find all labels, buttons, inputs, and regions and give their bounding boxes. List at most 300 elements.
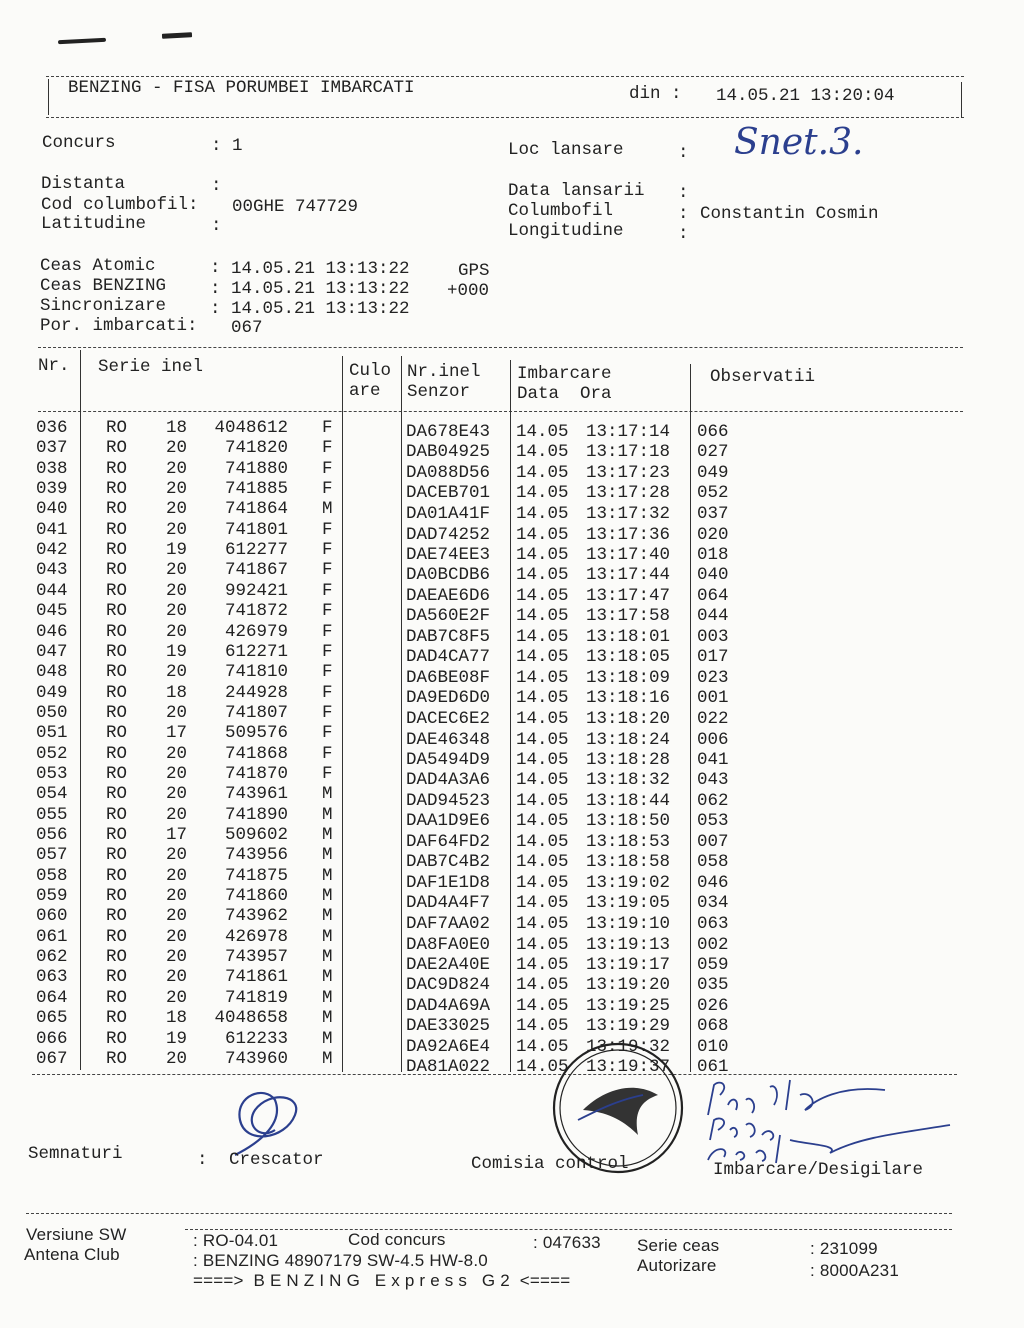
cell-ora: 13:17:18 [586,442,671,463]
cell-an: 20 [166,438,188,459]
loc-lansare-handwritten: Snet.3. [734,122,864,163]
cell-serie: 741801 [224,519,288,540]
cell-nr: 040 [36,499,68,520]
cell-tara: RO [106,499,128,520]
cell-senzor: DA6BE08F [406,667,491,688]
cell-serie: 743962 [224,906,288,927]
cell-nr: 055 [36,804,68,825]
concurs-colon: : [211,136,222,156]
cell-sex: M [322,886,333,907]
cell-senzor: DA01A41F [406,503,491,524]
cell-serie: 741868 [224,743,288,764]
ceas-atomic-value: 14.05.21 13:13:22 [231,259,410,279]
cell-senzor: DAD4A69A [406,995,491,1016]
cell-serie: 741890 [224,804,288,825]
col-header-serie-inel: Serie inel [98,357,204,377]
cell-senzor: DA560E2F [406,606,491,627]
cell-tara: RO [106,1008,128,1029]
cell-nr: 044 [36,580,68,601]
cell-ora: 13:18:32 [586,770,671,791]
cell-senzor: DAA1D9E6 [406,811,491,832]
cell-serie: 741875 [224,865,288,886]
cell-observatii: 018 [697,544,729,565]
loc-lansare-colon: : [678,143,689,163]
cell-data: 14.05 [516,606,569,627]
cell-observatii: 007 [697,832,729,852]
cell-data: 14.05 [516,954,569,975]
ceas-benzing-label: Ceas BENZING [40,276,167,296]
cell-tara: RO [106,662,128,683]
cell-tara: RO [106,886,128,907]
cell-sex: M [322,845,333,866]
cell-an: 19 [166,1028,188,1049]
cell-observatii: 062 [697,790,729,811]
cell-data: 14.05 [516,729,569,750]
cell-serie: 426979 [224,621,288,642]
cell-tara: RO [106,845,128,866]
cell-tara: RO [106,865,128,886]
cell-an: 20 [166,804,188,825]
cell-an: 17 [166,825,188,845]
cell-observatii: 027 [697,442,729,463]
cell-tara: RO [106,987,128,1008]
table-row [0,519,1024,545]
cell-nr: 060 [36,906,68,927]
cell-ora: 13:17:36 [586,524,671,545]
cell-tara: RO [106,641,128,662]
table-row [0,601,1024,627]
cell-serie: 741867 [224,560,288,581]
cell-sex: M [322,499,333,520]
longitudine-label: Longitudine [508,221,624,241]
cell-data: 14.05 [516,770,569,791]
cell-serie: 244928 [224,682,288,703]
cell-sex: F [322,601,333,622]
cell-sex: M [322,967,333,988]
footer-border-bottom [185,1229,952,1230]
cell-tara: RO [106,580,128,601]
longitudine-colon: : [678,224,689,244]
cell-ora: 13:17:23 [586,462,671,483]
cell-nr: 052 [36,743,68,764]
cell-observatii: 002 [697,934,729,955]
cell-serie: 743961 [224,784,288,805]
cell-data: 14.05 [516,995,569,1016]
cell-an: 20 [166,519,188,540]
cell-tara: RO [106,743,128,764]
cell-senzor: DA81A022 [406,1057,491,1078]
cell-data: 14.05 [516,913,569,934]
signature-comisia-label: Comisia control [471,1154,629,1174]
cell-serie: 743960 [224,1048,288,1069]
cell-senzor: DAB04925 [406,442,491,463]
cell-ora: 13:17:40 [586,544,671,565]
table-row [0,845,1024,873]
cell-senzor: DA0BCDB6 [406,565,491,586]
cell-an: 19 [166,641,188,662]
table-row [0,621,1024,647]
cell-sex: F [322,458,333,479]
table-row [0,967,1024,996]
cell-serie: 741810 [224,662,288,683]
cell-an: 18 [166,1008,188,1029]
cell-nr: 053 [36,763,68,784]
cell-observatii: 023 [697,667,729,688]
cell-senzor: DAB7C8F5 [406,627,491,647]
cell-tara: RO [106,947,128,968]
cell-ora: 13:18:28 [586,749,671,770]
col-header-nr-inel-2: Senzor [407,382,471,402]
cell-serie: 741807 [224,702,288,723]
cell-sex: F [322,519,333,540]
cell-sex: F [322,763,333,784]
cell-observatii: 058 [697,852,729,873]
cell-ora: 13:17:47 [586,585,671,606]
cell-nr: 045 [36,601,68,622]
cell-senzor: DAC9D824 [406,975,491,996]
cell-data: 14.05 [516,1037,569,1057]
table-row [0,662,1024,688]
table-row [0,865,1024,893]
antena-club-label: Antena Club [24,1245,120,1264]
cell-an: 20 [166,926,188,947]
table-row [0,580,1024,606]
cell-ora: 13:19:20 [586,975,671,996]
cell-observatii: 001 [697,688,729,709]
cell-an: 20 [166,1048,188,1069]
cell-tara: RO [106,540,128,561]
cell-sex: F [322,641,333,662]
cell-serie: 741870 [224,763,288,784]
cell-ora: 13:18:53 [586,832,671,852]
club-stamp [548,1040,688,1175]
header-border-left [48,79,49,115]
cell-an: 20 [166,702,188,723]
table-row [0,540,1024,565]
cell-nr: 039 [36,479,68,500]
table-header-bottom-border [38,411,963,412]
concurs-value: 1 [232,136,243,156]
cell-an: 20 [166,580,188,601]
ceas-benzing-value: 14.05.21 13:13:22 [231,279,410,299]
header-title: BENZING - FISA PORUMBEI IMBARCATI [68,78,415,98]
table-row [0,458,1024,483]
cell-nr: 051 [36,723,68,744]
latitudine-label: Latitudine [41,214,147,234]
cell-data: 14.05 [516,688,569,709]
cell-ora: 13:19:13 [586,934,671,955]
cell-sex: M [322,906,333,927]
table-row [0,947,1024,975]
cell-sex: F [322,682,333,703]
cell-sex: M [322,1048,333,1069]
table-row [0,804,1024,832]
cell-nr: 065 [36,1008,68,1029]
versiune-sw-label: Versiune SW [26,1225,127,1244]
cell-senzor: DAD4CA77 [406,647,491,668]
col-header-observatii: Observatii [710,367,816,387]
cell-sex: M [322,1008,333,1029]
serie-ceas-label: Serie ceas [637,1236,720,1255]
por-imbarcati-value: 067 [231,318,263,338]
cell-nr: 036 [36,418,68,438]
signatures-label: Semnaturi [28,1144,123,1164]
cell-serie: 4048658 [214,1008,288,1029]
cell-observatii: 063 [697,913,729,934]
cell-sex: F [322,479,333,500]
cell-tara: RO [106,1028,128,1049]
table-row [0,682,1024,709]
cell-ora: 13:18:16 [586,688,671,709]
cell-sex: F [322,580,333,601]
cell-an: 20 [166,479,188,500]
table-row [0,723,1024,750]
cell-an: 20 [166,967,188,988]
cell-tara: RO [106,438,128,459]
cell-sex: F [322,560,333,581]
cell-observatii: 068 [697,1016,729,1037]
cell-sex: M [322,784,333,805]
cell-an: 20 [166,662,188,683]
header-border-bottom [46,117,964,118]
cell-senzor: DAF1E1D8 [406,872,491,893]
cell-sex: M [322,865,333,886]
cell-data: 14.05 [516,442,569,463]
cell-tara: RO [106,418,128,438]
cell-observatii: 020 [697,524,729,545]
cell-senzor: DAD94523 [406,790,491,811]
antena-club-value: : BENZING 48907179 SW-4.5 HW-8.0 [193,1251,488,1270]
cell-an: 20 [166,784,188,805]
cell-nr: 048 [36,662,68,683]
col-header-culoare-1: Culo [349,361,392,381]
committee-signatures [700,1075,960,1165]
cell-an: 20 [166,865,188,886]
cell-observatii: 046 [697,872,729,893]
table-row [0,499,1024,524]
columbofil-value: Constantin Cosmin [700,204,879,224]
cell-senzor: DAE2A40E [406,954,491,975]
cell-tara: RO [106,804,128,825]
cell-nr: 064 [36,987,68,1008]
cell-an: 20 [166,987,188,1008]
cell-ora: 13:19:05 [586,893,671,914]
cell-senzor: DAE74EE3 [406,544,491,565]
table-row [0,743,1024,770]
cell-observatii: 044 [697,606,729,627]
table-row [0,886,1024,914]
table-row [0,560,1024,586]
cell-data: 14.05 [516,708,569,729]
cod-columbofil-value: 00GHE 747729 [232,197,359,217]
cell-data: 14.05 [516,503,569,524]
table-row [0,1028,1024,1057]
cell-senzor: DAF7AA02 [406,913,491,934]
cell-ora: 13:17:14 [586,422,671,442]
cell-data: 14.05 [516,585,569,606]
cell-tara: RO [106,967,128,988]
cell-ora: 13:18:20 [586,708,671,729]
ceas-benzing-colon: : [210,279,221,299]
cell-nr: 038 [36,458,68,479]
cell-an: 20 [166,906,188,927]
cell-data: 14.05 [516,1016,569,1037]
cell-senzor: DA9ED6D0 [406,688,491,709]
cell-ora: 13:17:44 [586,565,671,586]
cell-serie: 612271 [224,641,288,662]
autorizare-value: : 8000A231 [810,1261,899,1280]
cell-sex: F [322,702,333,723]
cell-data: 14.05 [516,811,569,832]
cell-an: 20 [166,601,188,622]
cell-senzor: DACEC6E2 [406,708,491,729]
cell-observatii: 006 [697,729,729,750]
cell-nr: 063 [36,967,68,988]
cell-tara: RO [106,519,128,540]
cell-senzor: DAE46348 [406,729,491,750]
cell-observatii: 041 [697,749,729,770]
cell-sex: M [322,947,333,968]
cell-senzor: DA678E43 [406,422,491,442]
cell-observatii: 035 [697,975,729,996]
cell-nr: 041 [36,519,68,540]
cell-data: 14.05 [516,647,569,668]
cell-ora: 13:18:44 [586,790,671,811]
cell-serie: 741861 [224,967,288,988]
col-header-imbarcare-1: Imbarcare [517,364,612,384]
versiune-sw-value: : RO-04.01 [193,1231,279,1250]
cell-sex: F [322,540,333,561]
cell-tara: RO [106,926,128,947]
table-row [0,438,1024,463]
cell-data: 14.05 [516,975,569,996]
cell-observatii: 061 [697,1057,729,1078]
distanta-label: Distanta [41,174,126,194]
table-row [0,825,1024,852]
cell-data: 14.05 [516,524,569,545]
benzing-express-banner: ====> B E N Z I N G E x p r e s s G 2 <==== [193,1271,571,1290]
cell-nr: 067 [36,1048,68,1069]
cell-data: 14.05 [516,1057,569,1078]
cell-tara: RO [106,621,128,642]
cell-observatii: 017 [697,647,729,668]
table-row [0,479,1024,504]
cell-ora: 13:19:29 [586,1016,671,1037]
cell-data: 14.05 [516,565,569,586]
cell-nr: 042 [36,540,68,561]
cell-senzor: DACEB701 [406,483,491,504]
cell-sex: M [322,987,333,1008]
cell-tara: RO [106,458,128,479]
cell-serie: 426978 [224,926,288,947]
cell-observatii: 064 [697,585,729,606]
cell-nr: 059 [36,886,68,907]
cell-an: 20 [166,886,188,907]
cell-senzor: DA088D56 [406,462,491,483]
cell-observatii: 037 [697,503,729,524]
cell-tara: RO [106,560,128,581]
concurs-label: Concurs [42,133,116,153]
col-header-culoare-2: are [349,381,381,401]
cell-an: 20 [166,947,188,968]
cell-data: 14.05 [516,749,569,770]
cell-senzor: DAD74252 [406,524,491,545]
cell-sex: M [322,926,333,947]
loc-lansare-label: Loc lansare [508,140,624,160]
cell-data: 14.05 [516,422,569,442]
cell-ora: 13:19:17 [586,954,671,975]
distanta-colon: : [211,176,222,196]
cell-nr: 047 [36,641,68,662]
cell-an: 20 [166,499,188,520]
cell-ora: 13:18:50 [586,811,671,832]
cell-data: 14.05 [516,934,569,955]
cell-data: 14.05 [516,462,569,483]
cell-serie: 509576 [224,723,288,744]
signature-imbarcare-label: Imbarcare/Desigilare [713,1160,924,1180]
cell-serie: 741860 [224,886,288,907]
table-row [0,987,1024,1016]
cell-observatii: 040 [697,565,729,586]
autorizare-label: Autorizare [637,1256,717,1275]
cell-nr: 057 [36,845,68,866]
cell-senzor: DAE33025 [406,1016,491,1037]
cell-tara: RO [106,825,128,845]
cell-observatii: 034 [697,893,729,914]
cell-ora: 13:19:10 [586,913,671,934]
cell-nr: 054 [36,784,68,805]
cell-observatii: 049 [697,462,729,483]
cell-an: 18 [166,682,188,703]
cell-an: 17 [166,723,188,744]
cell-tara: RO [106,906,128,927]
cell-serie: 743956 [224,845,288,866]
scan-mark-left [58,38,106,45]
cell-serie: 509602 [224,825,288,845]
cell-serie: 741872 [224,601,288,622]
ceas-atomic-gps: GPS [458,261,490,281]
data-lansarii-label: Data lansarii [508,181,645,201]
col-header-imbarcare-2: Data Ora [517,384,612,404]
cell-sex: M [322,825,333,845]
table-row [0,641,1024,668]
cell-an: 20 [166,560,188,581]
cell-nr: 050 [36,702,68,723]
cell-an: 20 [166,458,188,479]
table-header-top-border [38,347,963,348]
cell-observatii: 026 [697,995,729,1016]
cell-data: 14.05 [516,790,569,811]
sincronizare-label: Sincronizare [40,296,167,316]
cell-ora: 13:18:09 [586,667,671,688]
cell-nr: 056 [36,825,68,845]
cod-concurs-label: Cod concurs [348,1230,446,1249]
cell-sex: F [322,662,333,683]
cell-senzor: DA5494D9 [406,749,491,770]
cell-sex: F [322,621,333,642]
header-border-top [46,76,964,77]
cell-observatii: 059 [697,954,729,975]
table-row [0,926,1024,955]
cell-ora: 13:19:02 [586,872,671,893]
header-border-right [961,82,962,118]
por-imbarcati-label: Por. imbarcati: [40,316,198,336]
signature-crescator-label: Crescator [229,1150,324,1170]
cell-ora: 13:18:05 [586,647,671,668]
cell-data: 14.05 [516,483,569,504]
cell-nr: 046 [36,621,68,642]
cell-an: 20 [166,621,188,642]
